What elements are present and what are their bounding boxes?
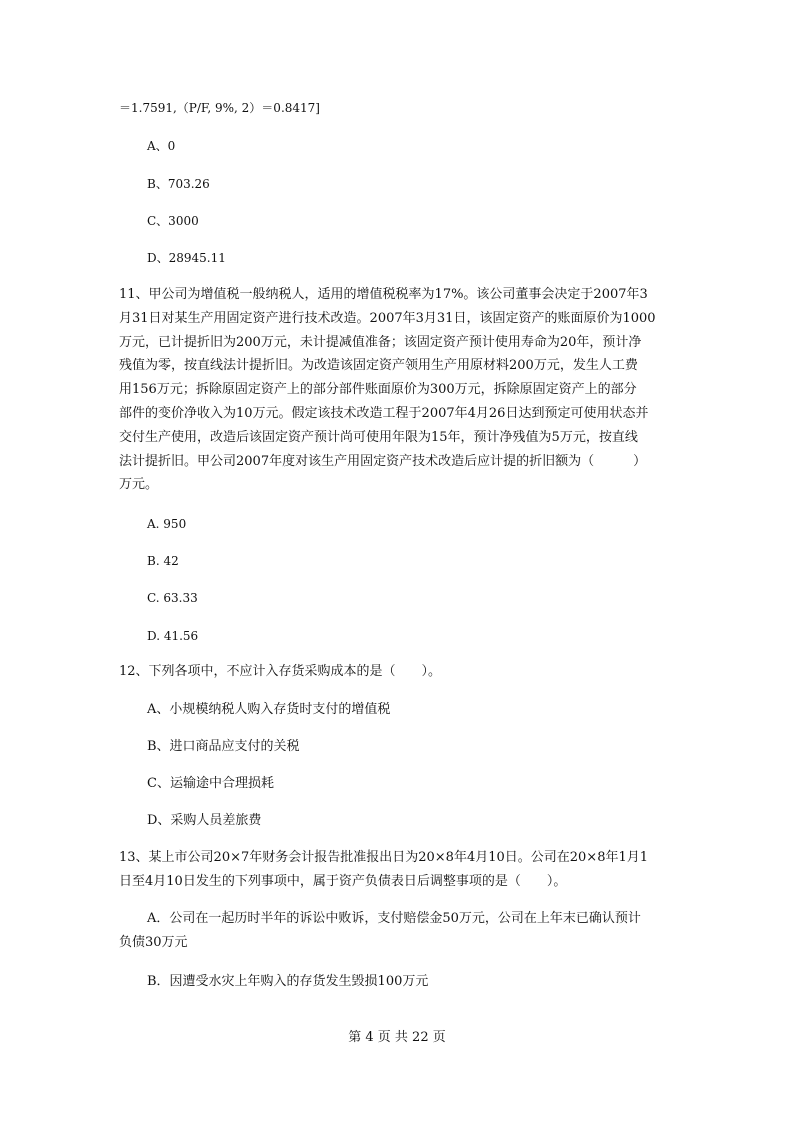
q10-option-c: C、3000 bbox=[147, 214, 199, 228]
q11-line-4: 残值为零，按直线法计提折旧。为改造该固定资产领用生产用原材料200万元，发生人工费 bbox=[119, 358, 638, 374]
q13-line-2: 日至4月10日发生的下列事项中，属于资产负债表日后调整事项的是（ ）。 bbox=[119, 873, 567, 889]
q11-option-d: D. 41.56 bbox=[147, 629, 199, 643]
page-footer: 第 4 页 共 22 页 bbox=[348, 1030, 446, 1045]
q13-option-a bbox=[119, 907, 675, 955]
q11-option-b: B. 42 bbox=[147, 554, 179, 568]
q11-line-2: 月31日对某生产用固定资产进行技术改造。2007年3月31日，该固定资产的账面原价为1000 bbox=[119, 310, 656, 326]
q10-formula-tail: ＝1.7591,（P/F, 9%, 2）＝0.8417] bbox=[119, 101, 320, 115]
q13-option-a-line-1: A．公司在一起历时半年的诉讼中败诉，支付赔偿金50万元，公司在上年末已确认预计 bbox=[147, 911, 641, 926]
q11-line-5: 用156万元；拆除原固定资产上的部分部件账面原价为300万元，拆除原固定资产上的部分 bbox=[119, 382, 637, 398]
q11-line-8: 法计提折旧。甲公司2007年度对该生产用固定资产技术改造后应计提的折旧额为（ ） bbox=[119, 453, 647, 469]
q12-stem: 12、下列各项中，不应计入存货采购成本的是（ ）。 bbox=[119, 664, 442, 679]
q13-option-a-line-2: 负债30万元 bbox=[119, 934, 188, 950]
q11-line-1: 11、甲公司为增值税一般纳税人，适用的增值税税率为17%。该公司董事会决定于2007年3 bbox=[119, 287, 648, 302]
q13-line-1: 13、某上市公司20×7年财务会计报告批准报出日为20×8年4月10日。公司在20×8年1月1 bbox=[119, 850, 649, 865]
q10-option-d: D、28945.11 bbox=[147, 251, 226, 265]
q13-stem bbox=[119, 846, 675, 894]
q12-option-c: C、运输途中合理损耗 bbox=[147, 776, 274, 791]
q11-line-3: 万元，已计提折旧为200万元，未计提减值准备；该固定资产预计使用寿命为20年，预计净 bbox=[119, 334, 642, 350]
q11-line-9: 万元。 bbox=[119, 477, 159, 493]
q11-line-7: 交付生产使用，改造后该固定资产预计尚可使用年限为15年，预计净残值为5万元，按直线 bbox=[119, 429, 638, 445]
q12-option-a: A、小规模纳税人购入存货时支付的增值税 bbox=[147, 702, 391, 717]
q10-option-a: A、0 bbox=[147, 139, 176, 153]
q13-option-b: B．因遭受水灾上年购入的存货发生毁损100万元 bbox=[147, 974, 429, 989]
q11-option-a: A. 950 bbox=[147, 517, 187, 531]
q12-option-b: B、进口商品应支付的关税 bbox=[147, 739, 300, 754]
q11-option-c: C. 63.33 bbox=[147, 591, 198, 605]
q11-line-6: 部件的变价净收入为10万元。假定该技术改造工程于2007年4月26日达到预定可使用状态并 bbox=[119, 405, 649, 421]
q12-option-d: D、采购人员差旅费 bbox=[147, 813, 262, 828]
q11-stem bbox=[119, 283, 675, 497]
q10-option-b: B、703.26 bbox=[147, 177, 210, 191]
